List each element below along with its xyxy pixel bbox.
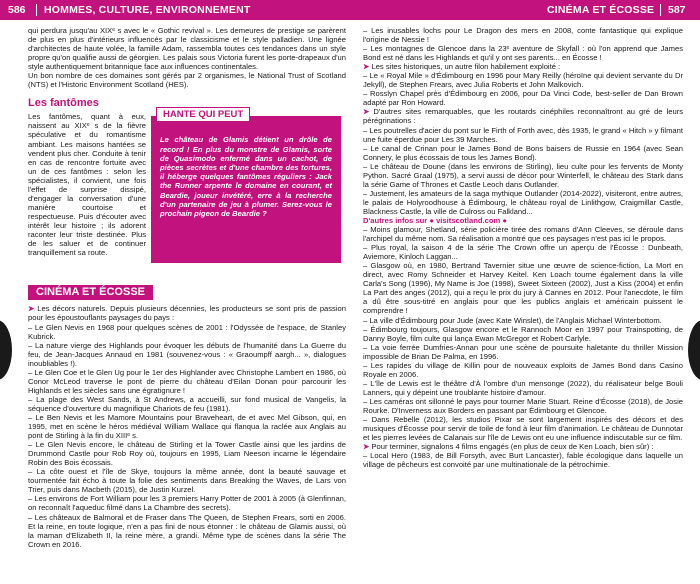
list-item: – La plage des West Sands, à St Andrews, a accueilli, sur fond musical de Vangelis, la séquence d'ouverture du magnifique Chariots de feu (1981). bbox=[28, 394, 346, 413]
header-divider-left bbox=[36, 4, 37, 16]
list-item: – Le Glen Coe et le Glen Ug pour le 1er des Highlander avec Christophe Lambert en 1986, où Conor McLeod traverse le pont de pierre du château d'Eilan Donan pour parcourir les Highlands et les siècles sans une égratignure ! bbox=[28, 367, 346, 395]
page-header bbox=[0, 0, 700, 20]
list-item: – Le « Royal Mile » d'Édimbourg en 1996 pour Mary Reilly (héroïne qui devient servante du Dr Jekyll), de Stephen Frears, avec Julia Roberts et John Malkovich. bbox=[363, 71, 683, 90]
haunted-box-title: HANTE QUI PEUT bbox=[156, 107, 250, 122]
intro-paragraph: qui perdura jusqu'au XIXᵉ s avec le « Gothic revival ». Les demeures de prestige se parèrent de plus en plus d'intérieurs influencés par le classicisme et le style palladien. Une lignée d'architectes de haute volée, la famille Adam, rassembla toutes ces tendances dans un style propre qu'on qualifie aussi de géorgien. Les palais sous Victoria furent les porte-drapeaux d'un style authentiquement britannique face aux influences continentales. bbox=[28, 26, 346, 72]
decors-intro-text: Les décors naturels. Depuis plusieurs décennies, les producteurs se sont pris de passion pour les époustouflants paysages du pays : bbox=[28, 304, 346, 323]
list-item: – Les montagnes de Glencoe dans la 23ᵉ aventure de Skyfall : où l'on apprend que James Bond est né dans les Highlands et qu'il y ont ses parents... en Écosse ! bbox=[363, 44, 683, 63]
list-item: – La nature vierge des Highlands pour évoquer les débuts de l'humanité dans La Guerre du feu, de Jean-Jacques Annaud en 1981 (souvenez-vous : « Graoumpff aargh... », dialogues inoubliables !). bbox=[28, 340, 346, 368]
section-intro bbox=[363, 62, 683, 71]
list-item: – L'île de Lewis est le théâtre d'À l'ombre d'un mensonge (2022), du réalisateur belge Bouli Lanners, qui y dépeint une troublante histoire d'amour. bbox=[363, 378, 683, 397]
list-item: – Glasgow où, en 1980, Bertrand Tavernier situe une œuvre de science-fiction, La Mort en direct, avec Romy Schneider et Harvey Keitel. Ken Loach tourne également dans la ville Carla's Song (1996), My Name is Joe (1998), Sweet Sixteen (2002), Just a Kiss (2004) et enfin La Part des anges (2012), qui a reçu le prix du jury à Cannes en 2012. Pour l'anecdote, le film a dû être sous-titré en anglais pour que les publics anglais et américain puissent le comprendre ! bbox=[363, 261, 683, 316]
left-page-number: 586 bbox=[8, 4, 26, 16]
list-item: – Plus royal, la saison 4 de la série The Crown offre un aperçu de l'Écosse : Dunbeath, Aviemore, Kinloch Laggan... bbox=[363, 243, 683, 262]
list-item: – Édimbourg toujours, Glasgow encore et le Rannoch Moor en 1997 pour Trainspotting, de Danny Boyle, film culte qui lança Ewan McGregor et Robert Carlyle. bbox=[363, 324, 683, 343]
list-item: – Les rapides du village de Killin pour de nouveaux exploits de James Bond dans Casino Royale en 2006. bbox=[363, 360, 683, 379]
right-section-title: CINÉMA ET ÉCOSSE bbox=[547, 4, 655, 16]
arrow-bullet-icon: ➤ bbox=[363, 442, 372, 452]
list-item: – Dans Rebelle (2012), les studios Pixar se sont largement inspirés des décors et des musiques d'Écosse pour servir de toile de fond à leur film d'animation. Le château de Dunnotar et les pierres levées de Calanais sur l'île de Lewis ont eu une influence indiscutable sur ce film. bbox=[363, 415, 683, 443]
visitscotland-link[interactable]: D'autres infos sur ● visitscotland.com ● bbox=[363, 215, 507, 225]
header-divider-right bbox=[660, 4, 661, 16]
intro-paragraph: Un bon nombre de ces domaines sont gérés par 2 organismes, le National Trust of Scotland (NTS) et l'Historic Environment Scotland (HES). bbox=[28, 71, 346, 90]
list-item: – Les poutrelles d'acier du pont sur le Firth of Forth avec, dès 1935, le grand « Hitch » y filmant une fuite éperdue pour Les 39 Marches. bbox=[363, 125, 683, 144]
list-item: – Le Glen Nevis en 1968 pour quelques scènes de 2001 : l'Odyssée de l'espace, de Stanley Kubrick. bbox=[28, 322, 346, 341]
list-item: – Rosslyn Chapel près d'Édimbourg en 2006, pour Da Vinci Code, best-seller de Dan Brown adapté par Ron Howard. bbox=[363, 89, 683, 108]
list-item: – Le Glen Nevis encore, le château de Stirling et la Tower Castle ainsi que les jardins de Drummond Castle pour Rob Roy où, toujours en 1995, Liam Neeson incarne le légendaire Robin des Bois écossais. bbox=[28, 440, 346, 468]
arrow-bullet-icon: ➤ bbox=[363, 62, 372, 72]
ghosts-text: Les fantômes, quant à eux, naissent au XIXᵉ s de la fièvre spéculative et du romantisme ambiant. Les maisons hantées se vendent plus cher. Conduite à tenir en cas de rencontre fortuite avec un de ces fantômes : selon les spécialistes, il convient, une fois l'effet de surprise dissipé, d'engager la conversation d'une manière courtoise et respectueuse. Puis d'écouter avec intérêt leur histoire ; ils adorent raconter leur triste destinée. Plus de les saluer et de continuer tranquillement sa route. bbox=[28, 112, 146, 258]
haunted-box-text: Le château de Glamis détient un drôle de record ! En plus du monstre de Glamis, sorte de Quasimodo enfermé dans un cachot, de pièces secrètes et d'une chambre des tortures, il héberge quelques fantômes réguliers : Jack the Runner arpente le domaine en courant, et Beardie, joueur invétéré, erre à la recherche d'un partenaire de jeu à plumer. Serez-vous le prochain pigeon de Beardie ? bbox=[160, 135, 332, 218]
section-intro-text: D'autres sites remarquables, que les routards cinéphiles reconnaîtront au gré de leurs pérégrinations : bbox=[363, 107, 683, 126]
page-edge-marker-right bbox=[688, 320, 700, 380]
left-column bbox=[28, 26, 346, 549]
cinema-heading: CINÉMA ET ÉCOSSE bbox=[28, 285, 153, 300]
list-item: – Les inusables lochs pour Le Dragon des mers en 2008, conte fantastique qui explique l'origine de Nessie ! bbox=[363, 26, 683, 45]
left-section-title: HOMMES, CULTURE, ENVIRONNEMENT bbox=[44, 4, 251, 16]
list-item: – Les châteaux de Balmoral et de Fraser dans The Queen, de Stephen Frears, sorti en 2006. Et la reine, en toute logique, n'en a pas fini de nous étonner : le château de Glamis aussi, où la maman d'Elizabeth II, la reine mère, a grandi. Même type de scènes dans la série The Crown en 2016. bbox=[28, 512, 346, 549]
list-item: – Les caméras ont sillonné le pays pour tourner Marie Stuart. Reine d'Écosse (2018), de Josie Rourke. D'Inverness aux Borders en passant par Édimbourg et Glencoe. bbox=[363, 396, 683, 415]
list-item: – Les environs de Fort William pour les 3 premiers Harry Potter de 2001 à 2005 (à Glenfinnan, on reconnaît l'aqueduc filmé dans La Chambre des secrets). bbox=[28, 494, 346, 513]
ghosts-heading: Les fantômes bbox=[28, 97, 99, 110]
list-item: – La ville d'Édimbourg pour Jude (avec Kate Winslet), de l'Anglais Michael Winterbottom. bbox=[363, 315, 662, 325]
list-item: – Local Hero (1983, de Bill Forsyth, avec Burt Lancaster), fable écologique dans laquelle un village de pêcheurs est convoité par une multinationale de la pétrochimie. bbox=[363, 451, 683, 470]
list-item: – Le Ben Nevis et les Mamore Mountains pour Braveheart, de et avec Mel Gibson, qui, en 1995, met en scène le héros médiéval William Wallace qui flanqua la raclée aux Anglais au pont de Stirling à la fin du XIIIᵉ s. bbox=[28, 412, 346, 441]
arrow-bullet-icon: ➤ bbox=[363, 107, 374, 117]
section-intro-text: Pour terminer, signalons 4 films engagés (en plus de ceux de Ken Loach, bien sûr) : bbox=[371, 442, 654, 452]
section-intro bbox=[363, 442, 683, 451]
list-item: – Le canal de Crinan pour le James Bond de Bons baisers de Russie en 1964 (avec Sean Connery, le plus écossais de tous les James Bond). bbox=[363, 143, 683, 162]
decors-intro bbox=[28, 304, 346, 322]
list-item: – La voie ferrée Dumfries-Annan pour une scène de poursuite haletante du thriller Mission impossible de Brian De Palma, en 1996. bbox=[363, 342, 683, 361]
section-intro-text: Les sites historiques, un autre filon habilement exploité : bbox=[371, 62, 561, 72]
list-item: – Justement, les amateurs de la saga mythique Outlander (2014-2022), visiteront, entre autres, le palais de Holyroodhouse à Édimbourg, le château royal de Linlithgow, Craigmillar Castle, Blackness Castle, la ville de Culross ou Falkland... bbox=[363, 188, 683, 216]
list-item: – Le château de Doune (dans les environs de Stirling), lieu culte pour les fervents de Monty Python. Sacré Graal (1975), a servi aussi de décor pour Winterfell, le château des Stark dans la série Game of Thrones et Castle Leoch dans Outlander. bbox=[363, 161, 683, 189]
arrow-bullet-icon: ➤ bbox=[28, 304, 38, 314]
section-intro bbox=[363, 107, 683, 125]
page-edge-marker-left bbox=[0, 320, 12, 380]
list-item: – Moins glamour, Shetland, série policière tirée des romans d'Ann Cleeves, se déroule dans l'archipel du même nom. Sa réalisation a montré que ces paysages n'est pas ici le propos. bbox=[363, 225, 683, 244]
right-column bbox=[363, 26, 683, 469]
list-item: – La côte ouest et l'île de Skye, toujours la même année, dont la beauté sauvage et tourmentée fait écho à toute la folie des sentiments dans Breaking the Waves, de Lars von Trier, puis dans Macbeth (2015), de Justin Kurzel. bbox=[28, 467, 346, 495]
ghosts-section bbox=[28, 109, 346, 279]
right-page-number: 587 bbox=[668, 4, 686, 16]
haunted-box bbox=[151, 109, 341, 263]
